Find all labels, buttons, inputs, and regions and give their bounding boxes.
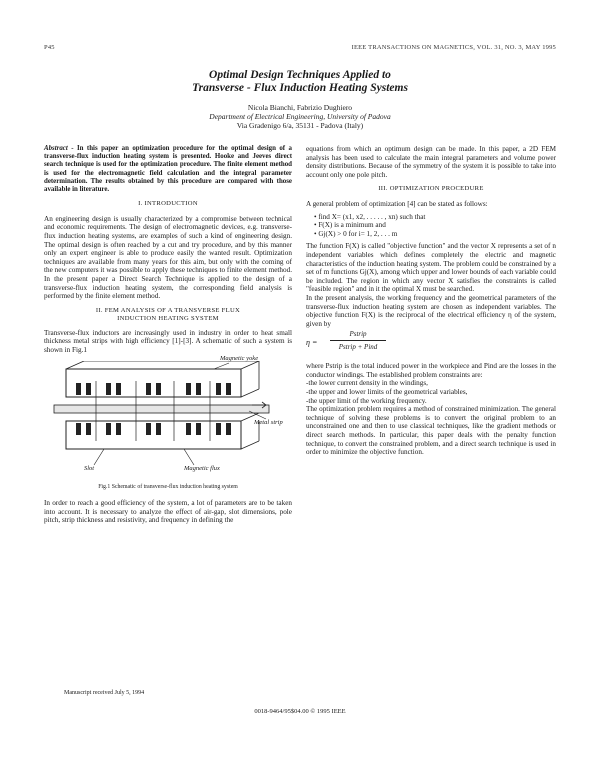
page-number: P45 xyxy=(44,44,55,51)
fem-paragraph: Transverse-flux inductors are increasingly used in industry in order to heat small thickness metal strips with high efficiency [1]-[3]. A schematic of such a system is shown in Fig.1 xyxy=(44,328,292,354)
constraint-item: -the upper and lower limits of the geometrical variables, xyxy=(306,388,468,397)
section-heading-fem-line-1: II. FEM ANALYSIS OF A TRANSVERSE FLUX xyxy=(95,306,241,314)
variables-paragraph: In the present analysis, the working frequency and the geometrical parameters of the transverse-flux induction heating system are chosen as independent variables. The objective function F(X) is the reciprocal of the electrical efficiency η of the system, given by xyxy=(306,293,556,328)
journal-header: IEEE TRANSACTIONS ON MAGNETICS, VOL. 31, NO. 3, MAY 1995 xyxy=(351,44,556,51)
list-item: • F(X) is a minimum and xyxy=(314,221,386,230)
intro-paragraph: An engineering design is usually characterized by a compromise between technical and economic requirements. The design of electromagnetic devices, e.g. transverse-flux induction heating systems, are examples of such a kind of engineering design. The optimal design is often reached by a cut and try procedure, and by this manner only an expert engineer is able to produce easily the wanted result. Optimization techniques are available from many years for this aim, but only with the coming of the new computers it was possible to apply these techniques to finite element method. In the present paper a Direct Search Technique is applied to the design of a transverse-flux induction heating system, the corresponding field analysis is performed by the finite element method. xyxy=(44,214,292,301)
section-heading-optimization: III. OPTIMIZATION PROCEDURE xyxy=(378,185,484,193)
footnote: Manuscript received July 5, 1994 xyxy=(64,690,145,696)
author-address: Via Gradenigo 6/a, 35131 - Padova (Italy) xyxy=(236,121,364,130)
optimization-intro: A general problem of optimization [4] can be stated as follows: xyxy=(306,199,488,208)
right-column xyxy=(306,145,556,457)
author-department: Department of Electrical Engineering, University of Padova xyxy=(209,112,391,121)
constraint-item: -the upper limit of the working frequency. xyxy=(306,396,427,405)
title-line-1: Optimal Design Techniques Applied to xyxy=(209,69,391,81)
abstract xyxy=(44,145,292,194)
formula-denominator: Pstrip + Pind xyxy=(338,343,378,352)
method-paragraph: The optimization problem requires a method of constrained minimization. The general technique of solving these problems is to convert the original problem to an unconstrained one and then to use classical techniques, like the gradient methods or direct search methods. In particular, this paper deals with the penalty function technique, to convert the constrained problem, and a direct search technique is used in order to minimize the objective function. xyxy=(306,405,556,457)
paper-title xyxy=(0,69,600,95)
abstract-text: - In this paper an optimization procedure for the optimal design of a transverse-flux induction heating system is presented. Hooke and Jeeves direct search technique is used for the optimization procedure. The finite element method is used for the electromagnetic field calculation and the integral parameter determination. The results obtained by this procedure are compared with those available in literature. xyxy=(44,145,292,194)
label-magnetic-flux: Magnetic flux xyxy=(184,464,220,472)
problem-statement-list xyxy=(314,213,556,239)
figure-1 xyxy=(44,354,292,481)
label-magnetic-yoke: Magnetic yoke xyxy=(220,354,259,362)
list-item: • Gj(X) > 0 for i= 1, 2, . . . m xyxy=(314,229,398,238)
label-slot: Slot xyxy=(84,464,95,472)
left-column xyxy=(44,145,292,525)
title-line-2: Transverse - Flux Induction Heating Systems xyxy=(192,82,408,94)
constraint-item: -the lower current density in the windings, xyxy=(306,379,428,388)
author-names: Nicola Bianchi, Fabrizio Dughiero xyxy=(247,103,353,112)
label-metal-strip: Metal strip xyxy=(254,418,283,426)
figure-caption: Fig.1 Schematic of transverse-flux induction heating system xyxy=(98,483,238,490)
efficiency-formula xyxy=(306,328,556,362)
copyright-footer: 0018-9464/95$04.00 © 1995 IEEE xyxy=(254,708,346,715)
objective-function-paragraph: The function F(X) is called "objective function" and the vector X represents a set of n independent variables which defines completely the electric and magnetic characteristics of the induction heating system. The problem could be constrained by a set of m functions Gj(X), among which upper and lower bounds of each variable could be included. The region in which any vector X satisfies the constraints is called "feasible region" and in it the optimal X must be searched. xyxy=(306,242,556,294)
continued-paragraph: equations from which an optimum design can be made. In this paper, a 2D FEM analysis has been used to calculate the main integral parameters and volume power density distributions. Because of the symmetry of the system it is possible to take into account only one pole pitch. xyxy=(306,145,556,179)
fem-paragraph-2: In order to reach a good efficiency of the system, a lot of parameters are to be taken into account. It is necessary to analyze the effect of air-gap, slot dimensions, pole pitch, strip thickness and resistivity, and frequency in defining the xyxy=(44,499,292,525)
section-heading-introduction: I. INTRODUCTION xyxy=(138,200,198,208)
abstract-lead: Abstract xyxy=(44,145,68,152)
formula-lhs: η = xyxy=(306,338,318,348)
section-heading-fem xyxy=(44,307,292,323)
formula-numerator: Pstrip xyxy=(349,330,367,339)
author-block xyxy=(0,103,600,130)
losses-paragraph: where Pstrip is the total induced power in the workpiece and Pind are the losses in the conductor windings. The established problem constraints are: xyxy=(306,362,556,379)
section-heading-fem-line-2: INDUCTION HEATING SYSTEM xyxy=(117,314,219,322)
fraction-bar xyxy=(330,340,386,341)
list-item: • find X= (x1, x2, . . . . . , xn) such that xyxy=(314,212,426,221)
